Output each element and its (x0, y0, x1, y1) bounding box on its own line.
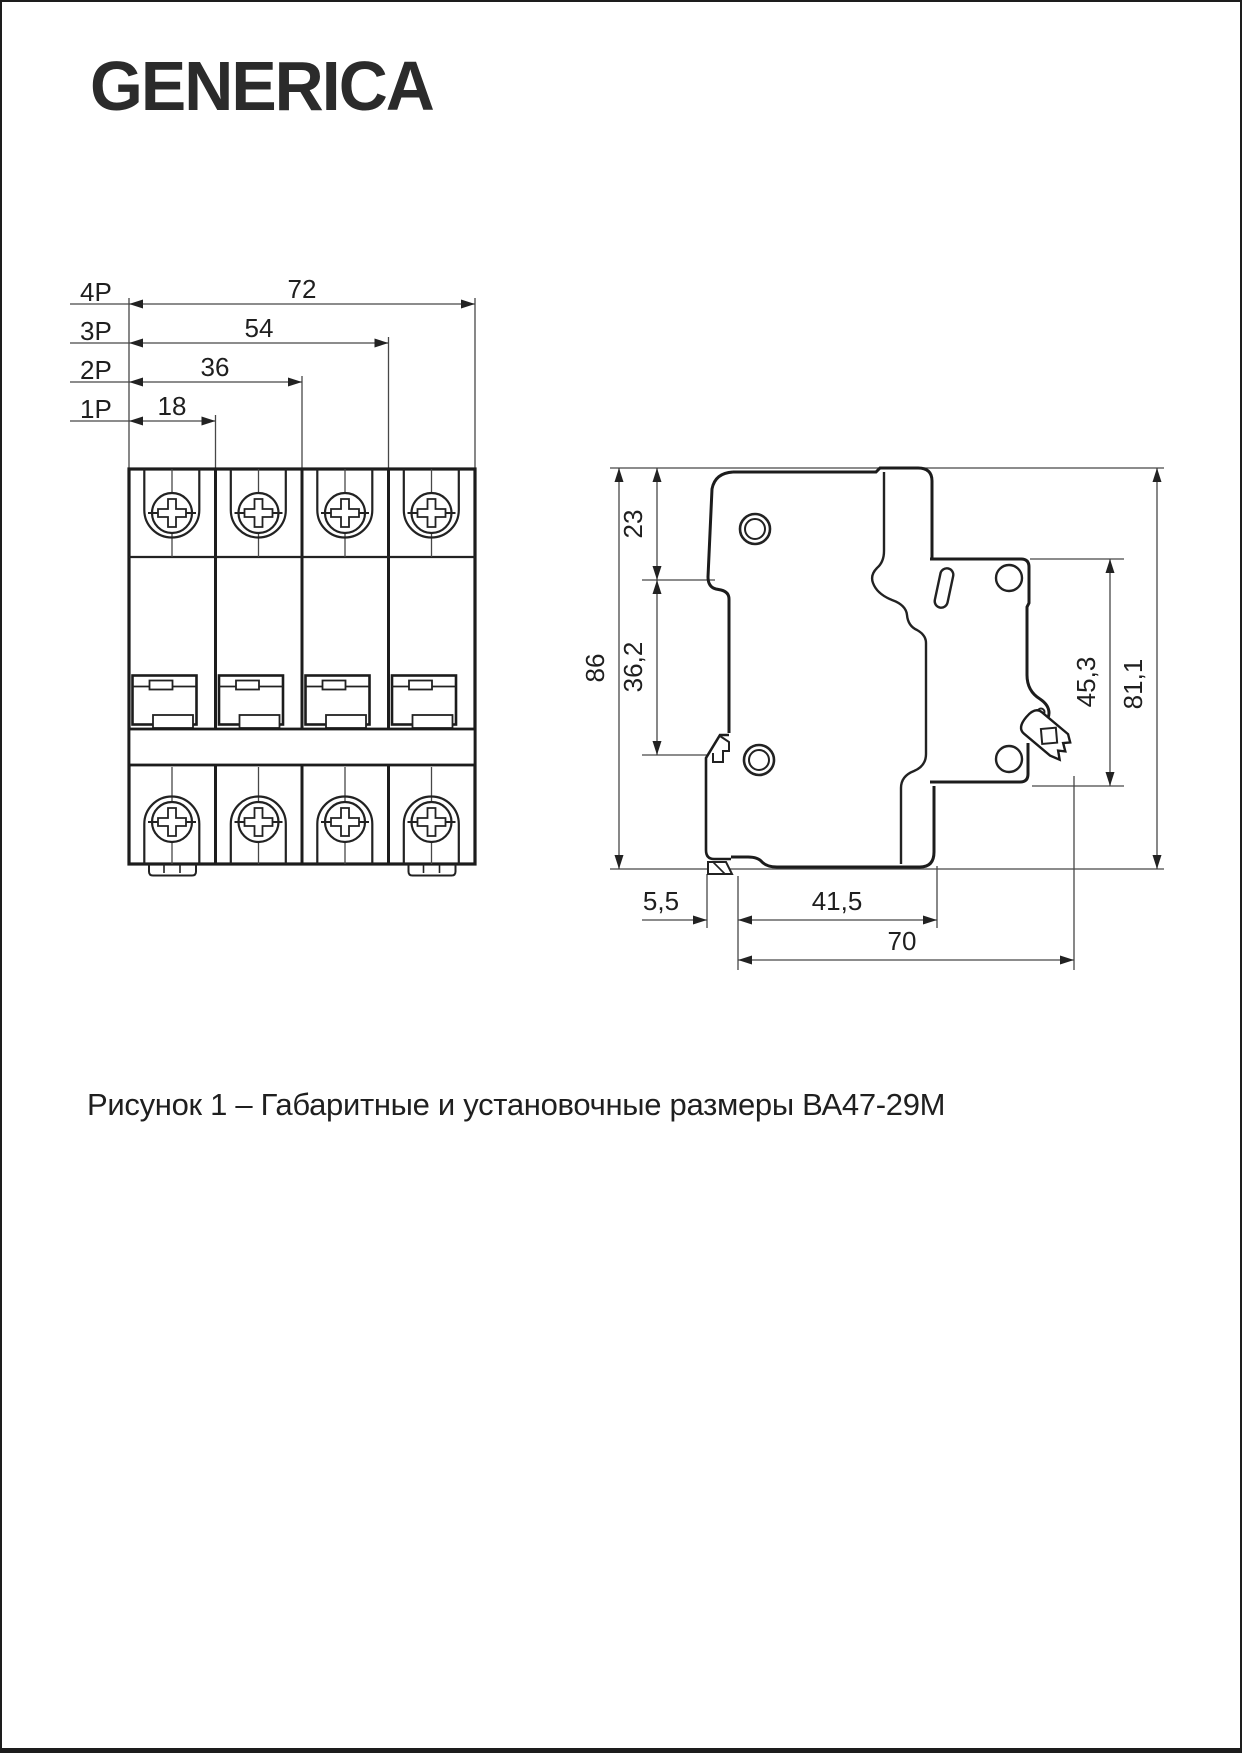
case-inner-contour (872, 472, 926, 864)
din-rail-clip (706, 735, 731, 859)
arrowhead-icon (615, 468, 624, 482)
dim-36-2-label: 36,2 (618, 641, 648, 693)
arrowhead-icon (693, 916, 707, 925)
toggle-handle (1017, 706, 1076, 762)
side-view (580, 468, 1164, 970)
kidney-slot (933, 567, 954, 609)
dim-5-5-label: 5,5 (642, 886, 680, 916)
arrowhead-icon (202, 417, 216, 426)
interlock-band (129, 729, 475, 765)
arrowhead-icon (615, 855, 624, 869)
dim-41-5-label: 41,5 (811, 886, 863, 916)
dim-81-1-label: 81,1 (1118, 658, 1148, 710)
dim-45-3-label: 45,3 (1071, 656, 1101, 708)
dim-3p-value: 54 (244, 313, 274, 343)
dim-1p-label: 1P (80, 394, 112, 424)
arrowhead-icon (653, 468, 662, 482)
toggle-handle-hole (1041, 728, 1057, 744)
case-hole-top-inner (745, 519, 765, 539)
arrowhead-icon (129, 417, 143, 426)
dim-2p-value: 36 (200, 352, 230, 382)
technical-drawing-svg (2, 2, 1242, 1753)
figure-caption: Рисунок 1 – Габаритные и установочные размеры ВА47-29М (87, 1087, 946, 1122)
ear-hole-bottom (996, 746, 1022, 772)
arrowhead-icon (1153, 468, 1162, 482)
arrowhead-icon (653, 741, 662, 755)
dim-23-label: 23 (618, 509, 648, 539)
mounting-foot (409, 864, 456, 876)
arrowhead-icon (653, 580, 662, 594)
arrowhead-icon (1106, 772, 1115, 786)
front-view-dimensions (70, 274, 475, 426)
arrowhead-icon (461, 300, 475, 309)
dim-4p-value: 72 (287, 274, 317, 304)
arrowhead-icon (738, 916, 752, 925)
arrowhead-icon (923, 916, 937, 925)
dim-3p-label: 3P (80, 316, 112, 346)
ear-hole-top (996, 565, 1022, 591)
arrowhead-icon (1106, 559, 1115, 573)
arrowhead-icon (375, 339, 389, 348)
arrowhead-icon (738, 956, 752, 965)
arrowhead-icon (129, 300, 143, 309)
brand-logo: GENERICA (90, 47, 433, 125)
arrowhead-icon (288, 378, 302, 387)
arrowhead-icon (129, 378, 143, 387)
case-bottom-outline (731, 786, 934, 867)
case-hole-bottom-inner (749, 750, 769, 770)
arrowhead-icon (129, 339, 143, 348)
case-left-outline (708, 472, 733, 733)
arrowhead-icon (1153, 855, 1162, 869)
dim-2p-label: 2P (80, 355, 112, 385)
dim-4p-label: 4P (80, 277, 112, 307)
arrowhead-icon (1060, 956, 1074, 965)
front-view (70, 274, 475, 876)
dim-86-label: 86 (580, 653, 610, 683)
dim-70-label: 70 (887, 926, 917, 956)
mounting-foot (149, 864, 196, 876)
arrowhead-icon (653, 566, 662, 580)
dim-1p-value: 18 (157, 391, 187, 421)
case-top-outline (733, 468, 932, 559)
